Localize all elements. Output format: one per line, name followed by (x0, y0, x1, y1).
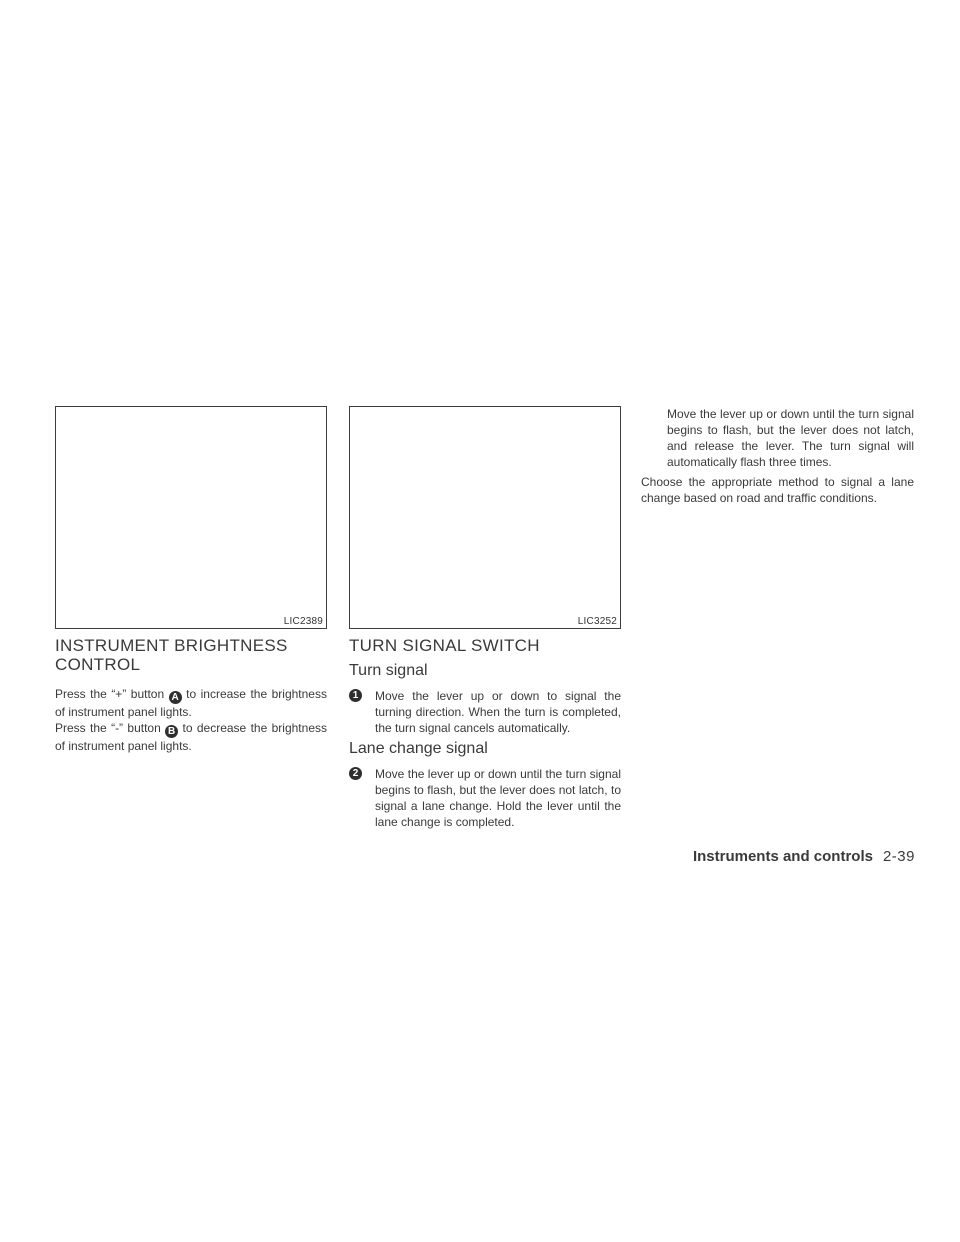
heading-turn-signal-switch: TURN SIGNAL SWITCH (349, 636, 540, 655)
figure-id: LIC2389 (283, 616, 323, 627)
step-2 (349, 766, 621, 830)
step-1-text: Move the lever up or down to signal the turning direction. When the turn is completed, the turn signal cancels automatically. (375, 689, 621, 735)
callout-a-icon: A (169, 691, 182, 704)
paragraph-minus-button (55, 720, 327, 754)
step-2-number-icon: 2 (349, 767, 362, 780)
step-2-text: Move the lever up or down until the turn signal begins to flash, but the lever does not latch, to signal a lane change. Hold the lever until the lane change is completed. (375, 767, 621, 829)
step-1-number-icon: 1 (349, 689, 362, 702)
minus-text-before: Press the “-” button (55, 721, 161, 735)
paragraph-plus-button (55, 686, 327, 720)
subheading-turn-signal: Turn signal (349, 662, 428, 679)
figure-id: LIC3252 (577, 616, 617, 627)
paragraph-release-lever: Move the lever up or down until the turn signal begins to flash, but the lever does not latch, and release the lever. The turn signal will automatically flash three times. (667, 407, 914, 469)
page-number: 2-39 (882, 848, 915, 865)
minus-text-after: to decrease the brightness of instrument panel lights. (55, 721, 327, 753)
callout-b-icon: B (165, 725, 178, 738)
figure-instrument-brightness (55, 406, 327, 629)
plus-text-before: Press the “+” button (55, 687, 165, 701)
figure-turn-signal (349, 406, 621, 629)
heading-instrument-brightness: INSTRUMENT BRIGHTNESS CONTROL (55, 636, 288, 674)
plus-text-after: to increase the brightness of instrument panel lights. (55, 687, 327, 719)
page-footer (693, 848, 915, 865)
step-1 (349, 688, 621, 736)
footer-section-title: Instruments and controls (692, 848, 873, 865)
subheading-lane-change-signal: Lane change signal (349, 740, 488, 757)
paragraph-choose-method: Choose the appropriate method to signal a lane change based on road and traffic conditions. (641, 475, 914, 505)
